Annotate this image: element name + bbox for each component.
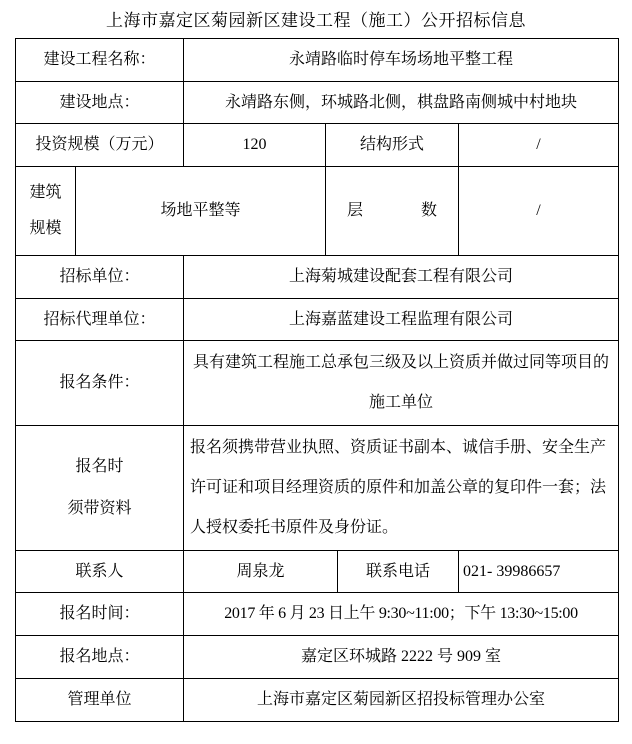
floors-label-part2: 数 xyxy=(421,202,438,219)
page-title: 上海市嘉定区菊园新区建设工程（施工）公开招标信息 xyxy=(106,11,526,30)
building-scale-label xyxy=(16,167,76,256)
management-value: 上海市嘉定区菊园新区招投标管理办公室 xyxy=(184,679,619,722)
row-location xyxy=(16,82,619,124)
phone-label: 联系电话 xyxy=(338,551,459,593)
contact-value: 周泉龙 xyxy=(184,551,338,593)
materials-label-line1: 报名时 xyxy=(75,458,124,475)
management-label: 管理单位 xyxy=(16,679,184,722)
row-management xyxy=(16,679,619,722)
registration-time-label: 报名时间： xyxy=(16,593,184,636)
row-contact xyxy=(16,551,619,593)
row-agent xyxy=(16,299,619,341)
building-scale-label-line1: 建筑 xyxy=(29,184,62,201)
registration-place-label: 报名地点： xyxy=(16,636,184,679)
structure-label: 结构形式 xyxy=(326,124,459,167)
location-value: 永靖路东侧，环城路北侧，棋盘路南侧城中村地块 xyxy=(184,82,619,124)
building-scale-value: 场地平整等 xyxy=(76,167,326,256)
phone-value: 021- 39986657 xyxy=(459,551,619,593)
agent-value: 上海嘉蓝建设工程监理有限公司 xyxy=(184,299,619,341)
conditions-value: 具有建筑工程施工总承包三级及以上资质并做过同等项目的施工单位 xyxy=(184,341,619,426)
project-name-value: 永靖路临时停车场场地平整工程 xyxy=(184,39,619,82)
row-registration-place xyxy=(16,636,619,679)
row-conditions xyxy=(16,341,619,426)
row-materials xyxy=(16,426,619,551)
contact-label: 联系人 xyxy=(16,551,184,593)
agent-label: 招标代理单位： xyxy=(16,299,184,341)
project-name-label: 建设工程名称： xyxy=(16,39,184,82)
row-building-scale xyxy=(16,167,619,256)
row-tenderer xyxy=(16,256,619,299)
tenderer-label: 招标单位： xyxy=(16,256,184,299)
floors-label-part1: 层 xyxy=(347,202,364,219)
structure-value: / xyxy=(459,124,619,167)
building-scale-label-line2: 规模 xyxy=(29,220,62,237)
row-registration-time xyxy=(16,593,619,636)
row-investment xyxy=(16,124,619,167)
location-label: 建设地点： xyxy=(16,82,184,124)
registration-place-value: 嘉定区环城路 2222 号 909 室 xyxy=(184,636,619,679)
tender-info-table xyxy=(15,38,619,722)
investment-label: 投资规模（万元） xyxy=(16,124,184,167)
materials-label-line2: 须带资料 xyxy=(67,500,132,517)
registration-time-value: 2017 年 6 月 23 日上午 9:30~11:00；下午 13:30~15:00 xyxy=(184,593,619,636)
conditions-label: 报名条件： xyxy=(16,341,184,426)
floors-value: / xyxy=(459,167,619,256)
tenderer-value: 上海菊城建设配套工程有限公司 xyxy=(184,256,619,299)
row-project-name xyxy=(16,39,619,82)
floors-label xyxy=(326,167,459,256)
investment-value: 120 xyxy=(184,124,326,167)
materials-value: 报名须携带营业执照、资质证书副本、诚信手册、安全生产许可证和项目经理资质的原件和加盖公章的复印件一套；法人授权委托书原件及身份证。 xyxy=(184,426,619,551)
materials-label xyxy=(16,426,184,551)
